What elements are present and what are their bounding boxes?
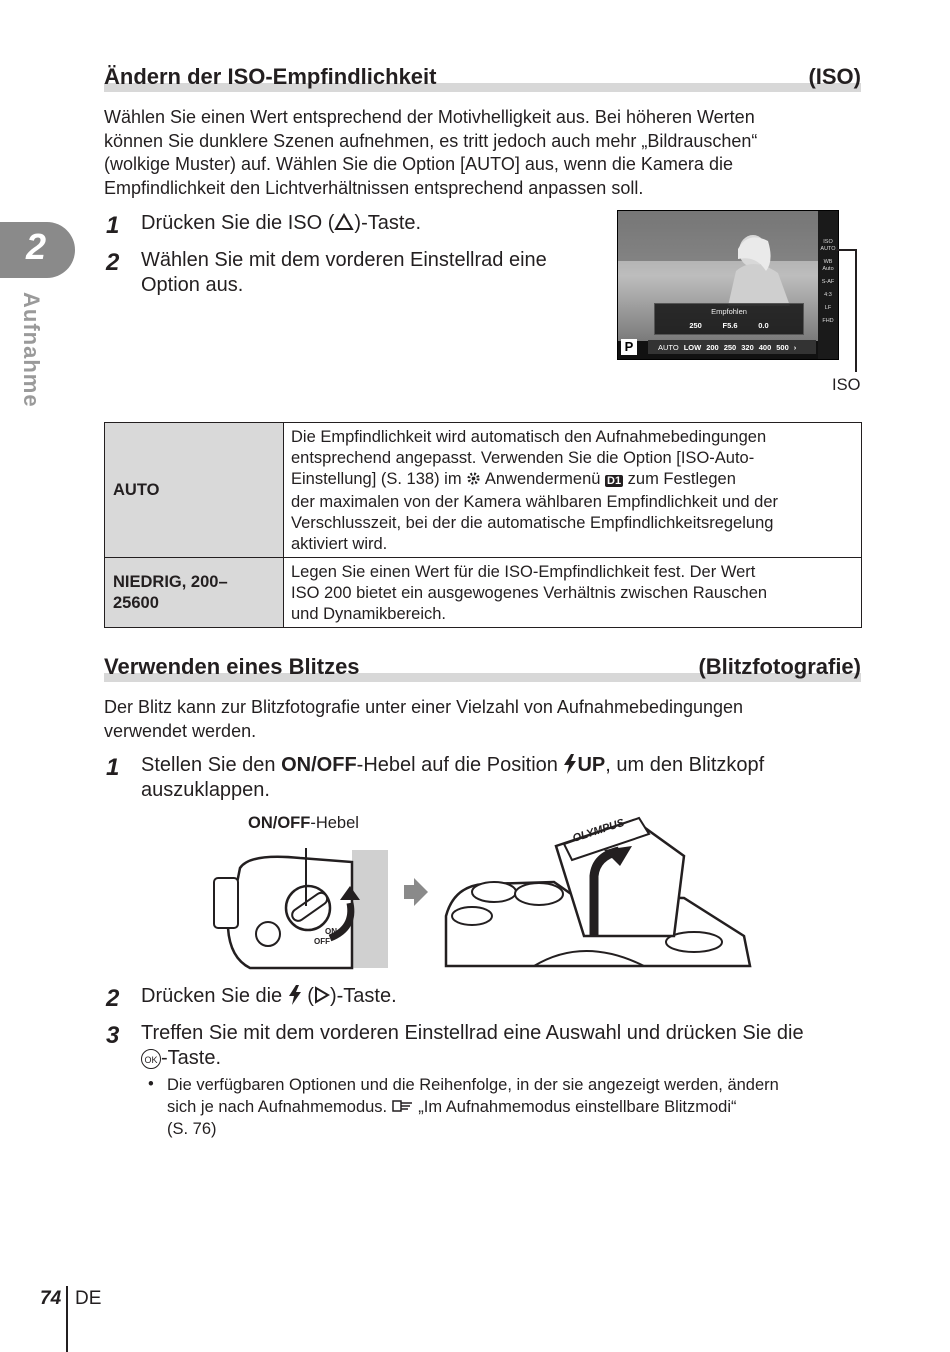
intro-line: Wählen Sie einen Wert entsprechend der Motivhelligkeit aus. Bei höheren Werten (104, 107, 755, 127)
step-text-part: Stellen Sie den (141, 754, 282, 776)
step-text-part: )-Taste. (354, 212, 422, 234)
language-code: DE (75, 1288, 102, 1309)
lever-illustration (210, 848, 390, 970)
step-text (141, 211, 421, 236)
table-key-line: NIEDRIG, 200– (113, 572, 228, 591)
step-text (141, 248, 547, 298)
table-key: AUTO (105, 423, 284, 558)
step-text-part: Drücken Sie die ISO ( (141, 212, 335, 234)
intro-line: Empfindlichkeit den Lichtverhältnissen entsprechend anpassen soll. (104, 177, 644, 198)
aspect-icon: 4:3 (824, 292, 832, 298)
step-text (141, 1021, 851, 1071)
bullet-text: „Im Aufnahmemodus einstellbare Blitzmodi“ (413, 1098, 737, 1116)
section-iso-title: Ändern der ISO-Empfindlichkeit (104, 64, 437, 89)
screen-photo (618, 211, 838, 359)
iso-option: 320 (741, 342, 754, 352)
bullet-dot: • (148, 1075, 154, 1093)
table-text: Einstellung] (S. 138) im (291, 470, 467, 488)
table-value-line: Legen Sie einen Wert für die ISO-Empfindlichkeit fest. Der Wert (291, 563, 756, 581)
iso-auto-icon: ISO AUTO (820, 239, 836, 252)
bullet-line: Die verfügbaren Optionen und die Reihenfolge, in der sie angezeigt werden, ändern (167, 1076, 779, 1094)
bullet-note (167, 1074, 857, 1140)
camera-screen-illustration (617, 210, 839, 360)
step-text-part: ( (301, 985, 314, 1007)
recommended-panel (654, 303, 804, 335)
section-flash-tag: (Blitzfotografie) (698, 654, 861, 679)
table-row (105, 558, 862, 628)
table-value-line: Die Empfindlichkeit wird automatisch den Aufnahmebedingungen (291, 428, 767, 446)
flash-up-label: UP (577, 754, 606, 776)
table-row (105, 423, 862, 558)
video-quality-icon: FHD (822, 318, 834, 324)
section-flash-title: Verwenden eines Blitzes (104, 654, 360, 679)
intro-line: verwendet werden. (104, 720, 257, 741)
side-icon-column (818, 225, 838, 325)
iso-callout-line (836, 244, 866, 374)
quality-icon: LF (824, 305, 832, 311)
step-text-part: -Taste. (161, 1047, 222, 1069)
chapter-number: 2 (26, 226, 47, 267)
step-text (141, 984, 397, 1009)
triangle-up-icon (334, 213, 354, 231)
camera-flash-illustration (444, 816, 754, 972)
readout-iso: 250 (689, 321, 702, 330)
intro-line: können Sie dunklere Szenen aufnehmen, es tritt jedoch auch mehr „Bildrauschen“ (104, 130, 758, 151)
section-iso-intro (104, 106, 844, 200)
bullet-text: sich je nach Aufnahmemodus. (167, 1098, 392, 1116)
brand-logo: OLYMPUS (571, 816, 626, 845)
readout-aperture: F5.6 (722, 321, 738, 330)
step-text-part: -Hebel auf die Position (356, 754, 564, 776)
intro-line: (wolkige Muster) auf. Wählen Sie die Option [AUTO] aus, wenn die Kamera die (104, 154, 733, 174)
iso-options-table (104, 422, 862, 628)
table-value-line: der maximalen von der Kamera wählbaren Empfindlichkeit und der (291, 493, 778, 511)
menu-d1-badge: D1 (607, 475, 622, 487)
lever-label (248, 814, 359, 833)
iso-callout-label: ISO (832, 376, 861, 394)
table-value-line: ISO 200 bietet ein ausgewogenes Verhältnis zwischen Rauschen (291, 584, 768, 602)
table-key-line: 25600 (113, 593, 159, 612)
triangle-right-icon (314, 986, 330, 1004)
chevron-right-icon: › (793, 342, 797, 352)
readout-exposure: 0.0 (758, 321, 769, 330)
table-value-line: und Dynamikbereich. (291, 605, 446, 623)
step-text-line: auszuklappen. (141, 779, 270, 801)
lever-on-mark: ON (325, 927, 337, 936)
table-text: zum Festlegen (623, 470, 736, 488)
iso-option: 200 (706, 342, 719, 352)
chapter-label: Aufnahme (19, 292, 44, 408)
iso-option: LOW (683, 342, 702, 352)
iso-option: 250 (723, 342, 737, 352)
wb-auto-icon: WB Auto (822, 259, 834, 272)
table-value (284, 558, 862, 628)
table-value (284, 423, 862, 558)
bullet-line: (S. 76) (167, 1120, 217, 1138)
section-flash-intro (104, 696, 844, 743)
recommended-label: Empfohlen (711, 307, 747, 316)
step-text-line: Wählen Sie mit dem vorderen Einstellrad eine (141, 249, 547, 271)
intro-line: Der Blitz kann zur Blitzfotografie unter einer Vielzahl von Aufnahmebedingungen (104, 697, 744, 717)
flash-icon (288, 985, 302, 1005)
step-text-line: Treffen Sie mit dem vorderen Einstellrad eine Auswahl und drücken Sie die (141, 1022, 804, 1044)
lever-label-bold: ON/OFF (248, 814, 311, 832)
lever-label-rest: -Hebel (310, 814, 359, 832)
table-value-line: entsprechend angepasst. Verwenden Sie die Option [ISO-Auto- (291, 449, 755, 467)
flash-icon (563, 754, 577, 774)
step-number: 2 (106, 985, 120, 1012)
section-iso-heading (104, 62, 861, 92)
table-text: Anwendermenü (481, 470, 606, 488)
iso-option: 500 (776, 342, 789, 352)
table-value-line (291, 469, 854, 492)
iso-option: 400 (758, 342, 772, 352)
step-number: 2 (106, 249, 120, 276)
iso-option: AUTO (658, 342, 679, 352)
table-value-line: aktiviert wird. (291, 535, 388, 553)
af-mode-icon: S-AF (821, 279, 835, 285)
section-flash-heading (104, 652, 861, 682)
step-text-line: Option aus. (141, 274, 244, 296)
step-number: 1 (106, 754, 120, 781)
on-off-label: ON/OFF (281, 754, 357, 776)
lever-off-mark: OFF (314, 937, 330, 946)
page-number: 74 (40, 1288, 62, 1309)
step-text-part: , um den Blitzkopf (605, 754, 765, 776)
step-number: 3 (106, 1022, 120, 1049)
mode-indicator: P (621, 339, 637, 355)
step-number: 1 (106, 212, 120, 239)
iso-option-strip (648, 340, 816, 354)
table-value-line: Verschlusszeit, bei der die automatische Empfindlichkeitsregelung (291, 514, 774, 532)
section-iso-tag: (ISO) (808, 64, 861, 89)
step-text (141, 753, 841, 803)
gear-icon (466, 471, 481, 486)
step-text-part: Drücken Sie die (141, 985, 288, 1007)
ok-button-icon: OK (141, 1049, 161, 1069)
footer-divider (66, 1286, 68, 1352)
reference-hand-icon (392, 1099, 414, 1113)
arrow-right-icon (404, 876, 428, 908)
step-text-part: )-Taste. (329, 985, 397, 1007)
table-key (105, 558, 284, 628)
